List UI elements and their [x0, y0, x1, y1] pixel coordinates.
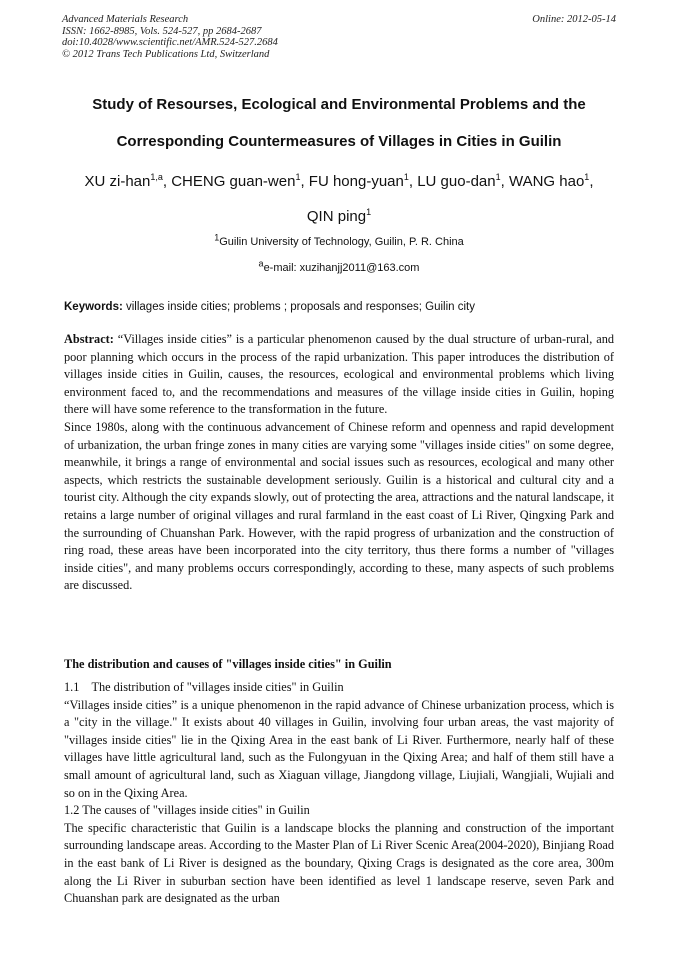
author-sup: 1: [584, 172, 590, 182]
author-sup: 1: [403, 172, 409, 182]
author-name: QIN ping: [306, 208, 367, 225]
author-sup: 1,a: [150, 172, 163, 182]
author-sep: ,: [300, 173, 309, 190]
copyright-line: © 2012 Trans Tech Publications Ltd, Switzerland: [62, 48, 270, 60]
online-date: Online: 2012-05-14: [532, 14, 616, 25]
journal-name: Advanced Materials Research: [62, 14, 189, 25]
author-list: [40, 164, 638, 234]
abstract-paragraph-2: Since 1980s, along with the continuous advancement of Chinese reform and openness and rapid development of urbanization, the urban fringe zones in many cities are varying some "villages inside cities" on some degree, meanwhile, it brings a range of environmental and social issues such as resources, ecological and many other aspects, which restricts the sustainable development seriously. Guilin is a historical and cultural city and a tourist city. Although the city expands slowly, out of protecting the area, attractions and the natural landscape, it retains a large number of original villages and rural farmland in the east coast of Li River, Qingxing Park and the surrounding of Chuanshan Park. However, with the rapid progress of urbanization and the construction of ring road, these areas have been incorporated into the city territory, thus there forms a number of "villages inside cities", and many problems occurs correspondingly, according to these, many aspects of such problems are discussed.: [64, 419, 614, 593]
journal-header: [62, 14, 616, 60]
email-line: [40, 258, 638, 274]
author-sup: 1: [366, 207, 372, 217]
abstract-paragraph-1: [64, 331, 614, 419]
subsection-heading-1-1: 1.1 The distribution of "villages inside cities" in Guilin: [64, 680, 344, 694]
section-distribution: [64, 656, 614, 908]
authors-line-1: [40, 164, 638, 199]
issn-line: ISSN: 1662-8985, Vols. 524-527, pp 2684-2687: [62, 25, 262, 37]
author-sep: ,: [162, 173, 172, 190]
section-paragraph-1: “Villages inside cities” is a unique phenomenon in the rapid advance of Chinese urbanization process, which is a "city in the village." It exists about 40 villages in Guilin, involving four urban areas, the vast majority of "villages inside cities" lie in the Qixing Area in the east bank of Li River. Furthermore, nearly half of these villages have little agricultural land, such as the Fulongyuan in the Qixing Area; and half of them still have a small amount of agricultural land, such as Xiaguan village, Jiangdong village, Liujiali, Wangjiali, Wujiali and so on in the Qixing Area.: [64, 697, 614, 800]
author-name: FU hong-yuan: [308, 173, 404, 190]
doi-line: doi:10.4028/www.scientific.net/AMR.524-527.2684: [62, 37, 278, 48]
email-text: e-mail: xuzihanjj2011@163.com: [263, 262, 420, 274]
keywords: [64, 301, 616, 313]
subsection-heading-1-2: 1.2 The causes of "villages inside cities" in Guilin: [64, 803, 310, 818]
abstract: [64, 331, 614, 595]
abstract-label: Abstract:: [64, 332, 114, 346]
title-line-1: Study of Resourses, Ecological and Environmental Problems and the: [92, 96, 586, 113]
author-name: WANG hao: [508, 173, 585, 190]
section-paragraph-2: The specific characteristic that Guilin is a landscape blocks the planning and construction of the important surrounding landscape areas. According to the Master Plan of Li River Scenic Area(2004-2020), Binjiang Road in the east bank of Li River is designed as the boundary, Qixing Crags is designated as the core area, 300m along the Li River in suburban section have been identified as level 1 landscape reserve, seven Park and Chuanshan park are designated as the urban: [64, 820, 614, 906]
keywords-label: Keywords:: [64, 301, 123, 313]
author-sup: 1: [295, 172, 301, 182]
authors-line-2: [40, 199, 638, 234]
author-sup: 1: [495, 172, 501, 182]
author-sep: ,: [408, 173, 418, 190]
abstract-text: “Villages inside cities” is a particular phenomenon caused by the dual structure of urban-rural, and poor planning which occurs in the process of the rapid urbanization. This paper introduces the distribution of villages inside cities in Guilin, causes, the resources, ecological and environmental problems which living environment faced to, and the recommendations and measures of the village inside cities in Guilin, hoping there will have some reference to the transformation in the future.: [64, 332, 614, 417]
affiliation-sup: 1: [214, 232, 220, 243]
author-name: LU guo-dan: [417, 173, 496, 190]
section-heading: The distribution and causes of "villages inside cities" in Guilin: [64, 657, 392, 671]
author-name: XU zi-han: [84, 173, 151, 190]
affiliation-text: Guilin University of Technology, Guilin, P. R. China: [219, 236, 464, 248]
email-sup: a: [258, 258, 264, 269]
keywords-text: villages inside cities; problems ; proposals and responses; Guilin city: [126, 301, 475, 313]
paper-title: [40, 86, 638, 160]
author-sep: ,: [589, 173, 594, 190]
author-sep: ,: [500, 173, 509, 190]
author-name: CHENG guan-wen: [171, 173, 296, 190]
title-line-2: Corresponding Countermeasures of Villages in Cities in Guilin: [116, 133, 562, 150]
affiliation: [40, 232, 638, 248]
